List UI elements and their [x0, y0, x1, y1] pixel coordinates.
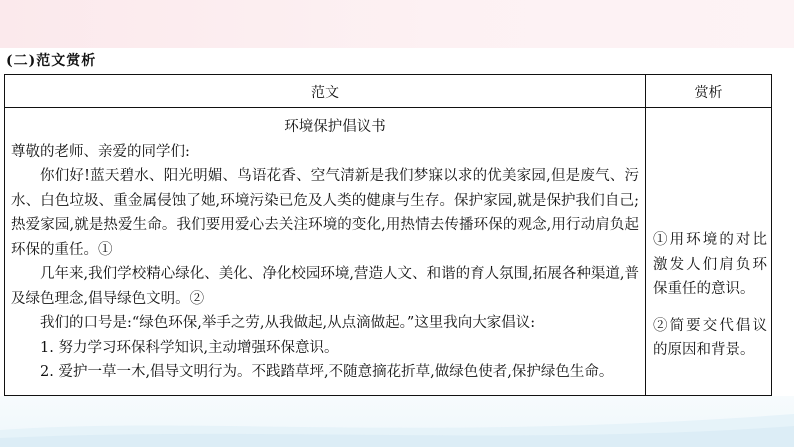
essay-paragraph-3: 我们的口号是:“绿色环保,举手之劳,从我做起,从点滴做起。”这里我向大家倡议:	[40, 315, 536, 331]
essay-item-2: 2. 爱护一草一木,倡导文明行为。不践踏草坪,不随意摘花折草,做绿色使者,保护绿色生命。	[40, 364, 614, 380]
header-essay: 范文	[311, 85, 339, 101]
essay-salutation: 尊敬的老师、亲爱的同学们:	[11, 143, 190, 160]
essay-item-1: 1. 努力学习环保科学知识,主动增强环保意识。	[40, 339, 339, 356]
appreciation-cell	[653, 228, 767, 375]
essay-paragraph-2: 几年来,我们学校精心绿化、美化、净化校园环境,营造人文、和谐的育人氛围,拓展各种渠道,普及绿色理念,倡导绿色文明。②	[11, 266, 639, 307]
essay-paragraph-1: 你们好!蓝天碧水、阳光明媚、鸟语花香、空气清新是我们梦寐以求的优美家园,但是废气、污水、白色垃圾、重金属侵蚀了她,环境污染已危及人类的健康与生存。保护家园,就是保护我们自己;热爱家园,就是热爱生命。我们要用爱心去关注环境的变化,用热情去传播环保的观念,用行动肩负起环保的重任。①	[11, 168, 639, 258]
essay-cell	[11, 115, 639, 385]
essay-appreciation-table	[4, 74, 772, 396]
header-appreciation: 赏析	[694, 85, 723, 101]
top-decorative-band	[0, 0, 794, 48]
appreciation-note-2: ②简要交代倡议的原因和背景。	[653, 317, 767, 358]
column-divider	[645, 75, 646, 395]
section-title: (二)范文赏析	[6, 53, 97, 69]
essay-title: 环境保护倡议书	[284, 119, 386, 135]
bottom-wave-decoration	[0, 396, 794, 447]
table-header-row	[5, 75, 771, 108]
appreciation-note-1: ①用环境的对比激发人们肩负环保重任的意识。	[653, 232, 767, 297]
